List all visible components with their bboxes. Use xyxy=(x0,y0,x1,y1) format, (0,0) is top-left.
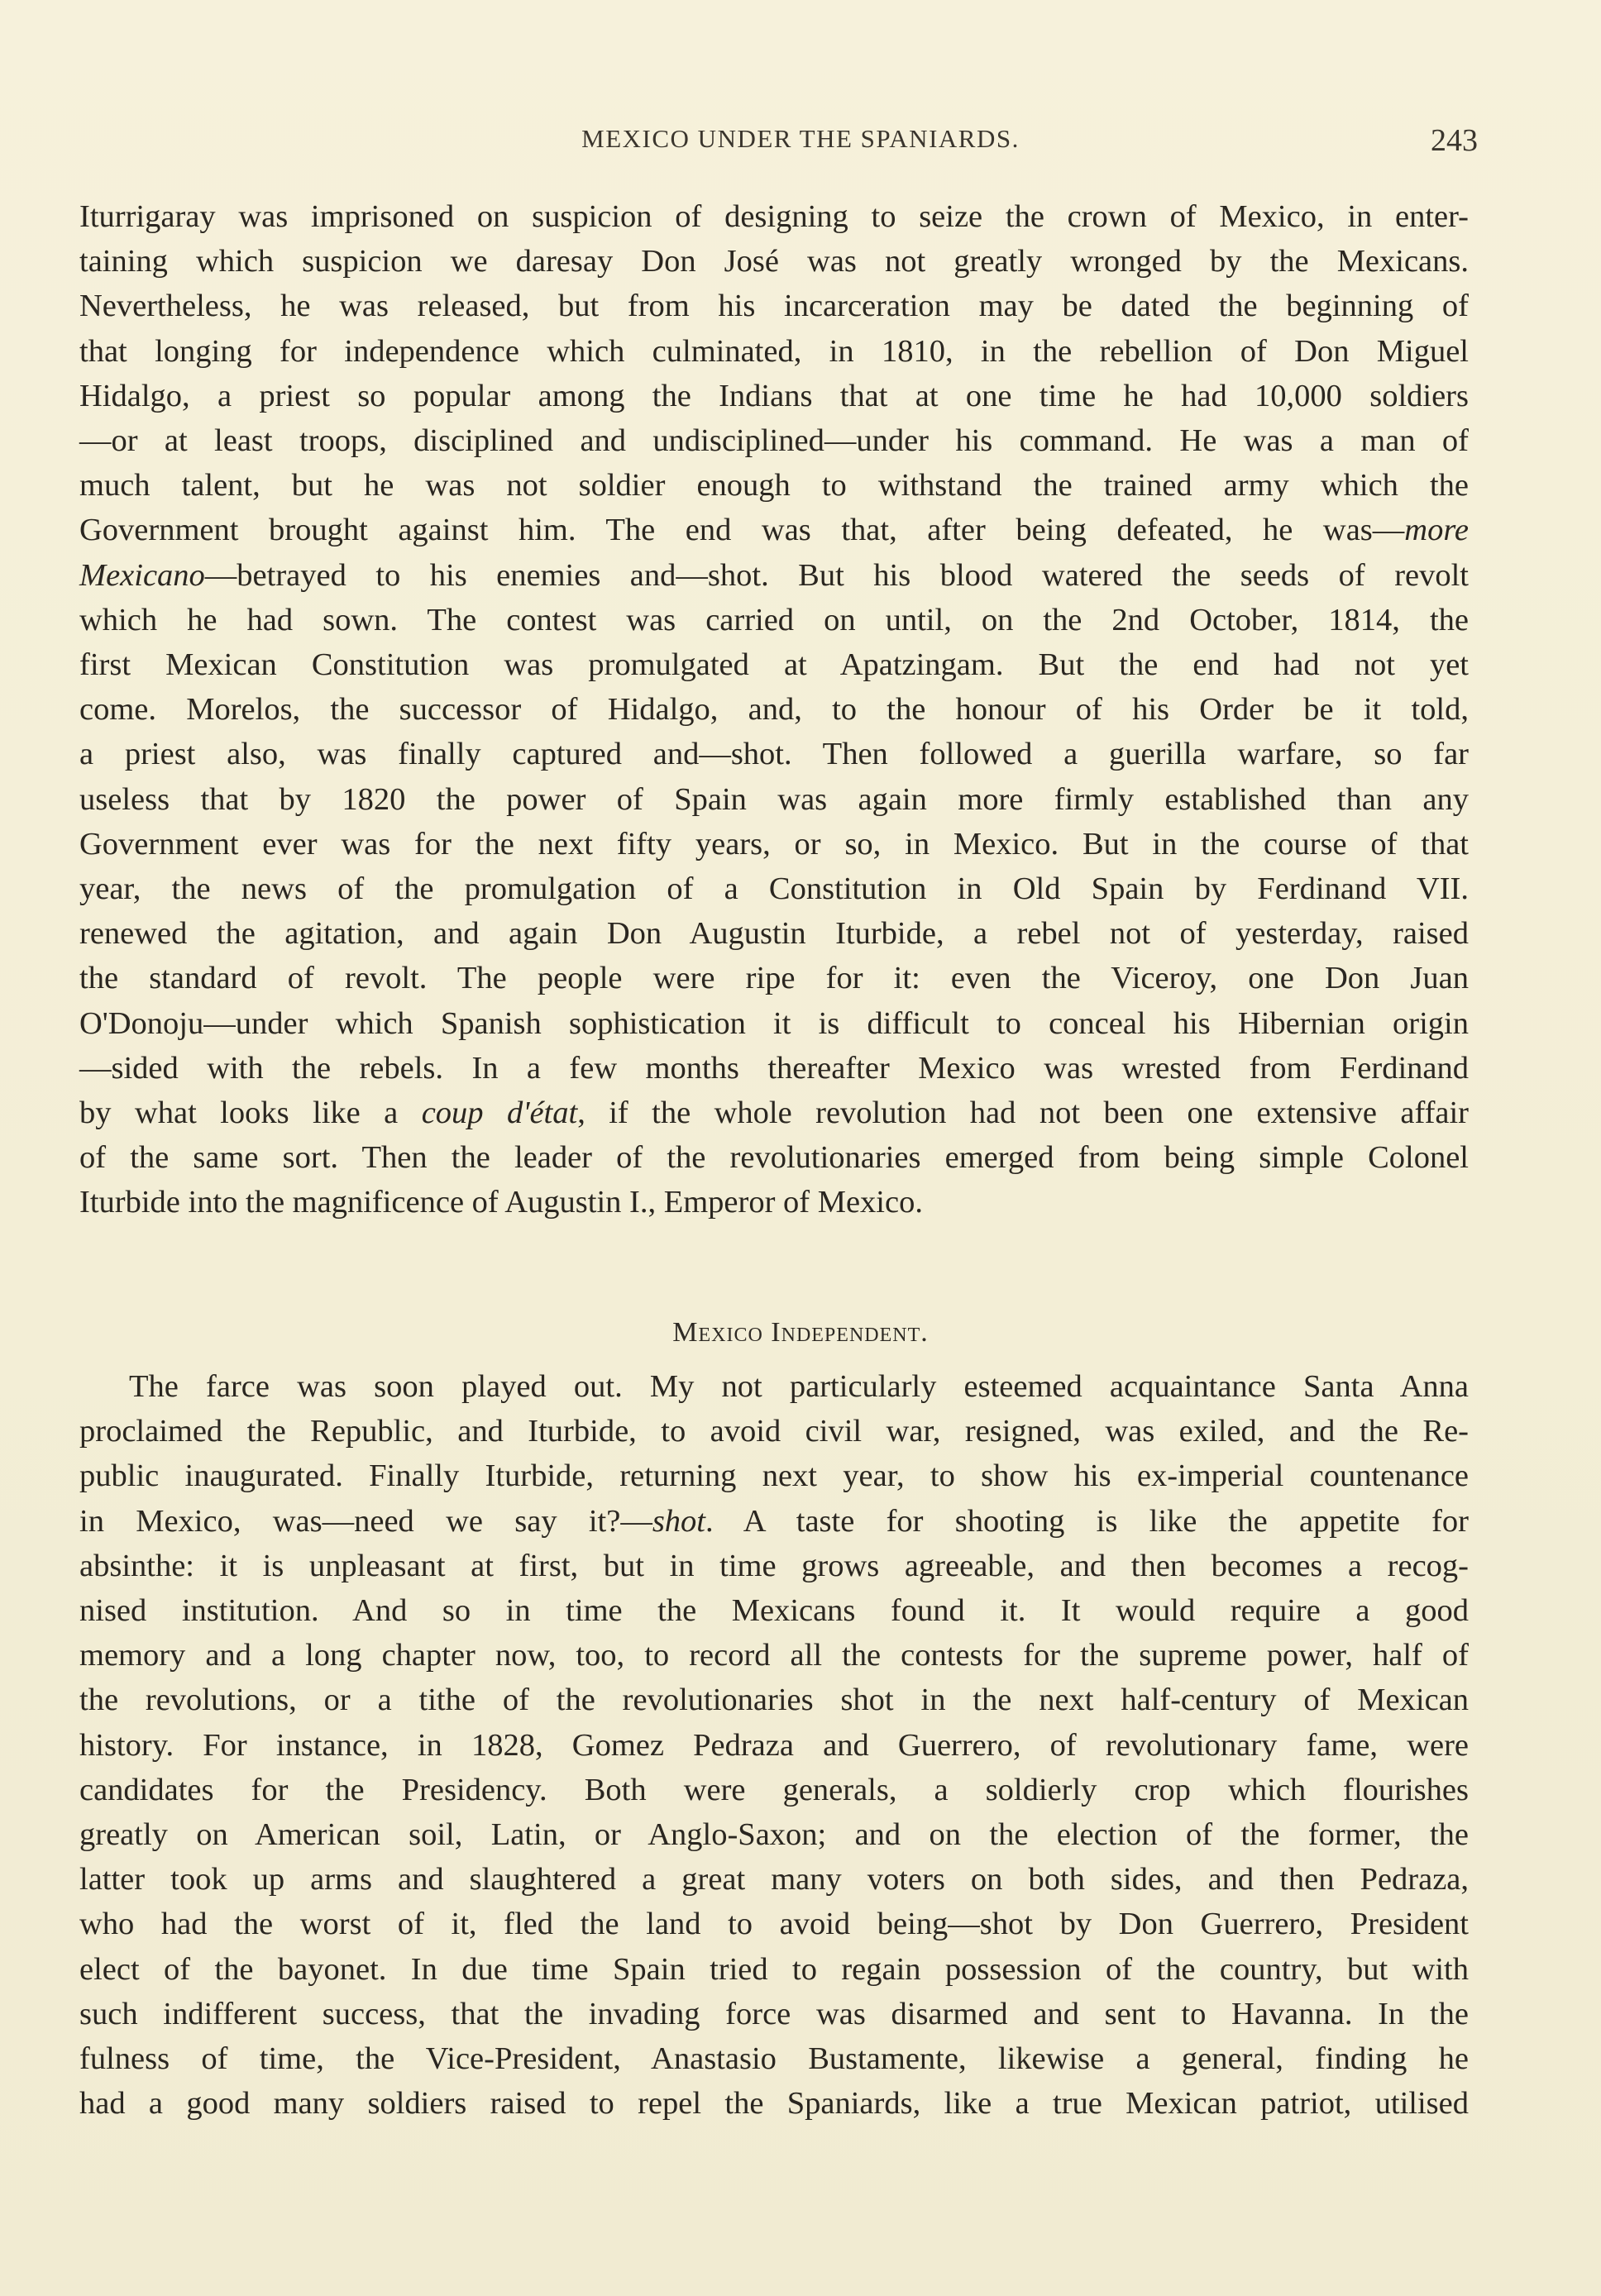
text-line: Iturrigaray was imprisoned on suspicion of designing to seize the crown of Mexico, in enter- xyxy=(79,199,1469,234)
text-line: memory and a long chapter now, too, to record all the contests for the supreme power, half of xyxy=(79,1638,1469,1673)
italic-coup-detat: coup d'état xyxy=(421,1095,578,1131)
text-line: greatly on American soil, Latin, or Anglo-Saxon; and on the election of the former, the xyxy=(79,1817,1469,1853)
text-line: renewed the agitation, and again Don Augustin Iturbide, a rebel not of yesterday, raised xyxy=(79,916,1469,952)
text-line: —sided with the rebels. In a few months thereafter Mexico was wrested from Ferdinand xyxy=(79,1050,1469,1086)
text-segment: Government brought against him. The end was that, after being defeated, he was— xyxy=(79,513,1405,548)
text-line xyxy=(79,508,1469,552)
text-line xyxy=(79,1499,1469,1544)
italic-more: more xyxy=(1404,513,1469,548)
italic-shot: shot xyxy=(652,1503,706,1539)
text-line: come. Morelos, the successor of Hidalgo, and, to the honour of his Order be it told, xyxy=(79,692,1469,728)
text-line: taining which suspicion we daresay Don José was not greatly wronged by the Mexicans. xyxy=(79,244,1469,279)
paragraph-1 xyxy=(79,194,1469,1225)
text-line: of the same sort. Then the leader of the revolutionaries emerged from being simple Colonel xyxy=(79,1140,1469,1176)
text-line: Nevertheless, he was released, but from his incarceration may be dated the beginning of xyxy=(79,289,1469,324)
text-line: such indifferent success, that the invading force was disarmed and sent to Havanna. In the xyxy=(79,1996,1469,2031)
text-line: the revolutions, or a tithe of the revolutionaries shot in the next half-century of Mexican xyxy=(79,1683,1469,1718)
text-line: useless that by 1820 the power of Spain was again more firmly established than any xyxy=(79,781,1469,817)
text-line: absinthe: it is unpleasant at first, but in time grows agreeable, and then becomes a recog- xyxy=(79,1548,1469,1583)
text-line: The farce was soon played out. My not particularly esteemed acquaintance Santa Anna xyxy=(129,1369,1469,1404)
section-heading: Mexico Independent. xyxy=(672,1317,929,1348)
paragraph-2 xyxy=(79,1364,1469,2126)
text-line: O'Donoju—under which Spanish sophistication it is difficult to conceal his Hibernian origin xyxy=(79,1005,1469,1041)
text-line: latter took up arms and slaughtered a great many voters on both sides, and then Pedraza, xyxy=(79,1862,1469,1897)
text-line: that longing for independence which culminated, in 1810, in the rebellion of Don Miguel xyxy=(79,333,1469,369)
text-segment: , if the whole revolution had not been one extensive affair xyxy=(577,1095,1469,1131)
text-line: public inaugurated. Finally Iturbide, returning next year, to show his ex-imperial countenance xyxy=(79,1458,1469,1494)
text-line: —or at least troops, disciplined and undisciplined—under his command. He was a man of xyxy=(79,423,1469,459)
text-line: the standard of revolt. The people were ripe for it: even the Viceroy, one Don Juan xyxy=(79,961,1469,996)
text-line: year, the news of the promulgation of a Constitution in Old Spain by Ferdinand VII. xyxy=(79,871,1469,907)
text-line: nised institution. And so in time the Mexicans found it. It would require a good xyxy=(79,1593,1469,1629)
italic-mexicano: Mexicano xyxy=(79,557,205,593)
text-line: fulness of time, the Vice-President, Anastasio Bustamente, likewise a general, finding he xyxy=(79,2041,1469,2077)
text-line: a priest also, was finally captured and—shot. Then followed a guerilla warfare, so far xyxy=(79,737,1469,772)
running-title: MEXICO UNDER THE SPANIARDS. xyxy=(581,124,1020,153)
text-line: elect of the bayonet. In due time Spain tried to regain possession of the country, but with xyxy=(79,1951,1469,1987)
text-line: had a good many soldiers raised to repel the Spaniards, like a true Mexican patriot, utilised xyxy=(79,2086,1469,2122)
page-number: 243 xyxy=(1431,123,1478,158)
text-line xyxy=(79,553,1469,598)
text-segment: . A taste for shooting is like the appetite for xyxy=(705,1503,1469,1539)
text-line: which he had sown. The contest was carried on until, on the 2nd October, 1814, the xyxy=(79,602,1469,637)
text-segment: in Mexico, was—need we say it?— xyxy=(79,1503,652,1539)
text-segment: by what looks like a xyxy=(79,1095,422,1131)
text-line: much talent, but he was not soldier enough to withstand the trained army which the xyxy=(79,468,1469,504)
text-line: who had the worst of it, fled the land to avoid being—shot by Don Guerrero, President xyxy=(79,1907,1469,1942)
text-line: candidates for the Presidency. Both were generals, a soldierly crop which flourishes xyxy=(79,1772,1469,1807)
text-line: Government ever was for the next fifty years, or so, in Mexico. But in the course of that xyxy=(79,826,1469,862)
text-line: first Mexican Constitution was promulgated at Apatzingam. But the end had not yet xyxy=(79,647,1469,683)
text-segment: —betrayed to his enemies and—shot. But his blood watered the seeds of revolt xyxy=(204,557,1469,593)
text-line: history. For instance, in 1828, Gomez Pedraza and Guerrero, of revolutionary fame, were xyxy=(79,1727,1469,1763)
text-line xyxy=(79,1091,1469,1135)
text-line: Iturbide into the magnificence of Augustin I., Emperor of Mexico. xyxy=(79,1185,923,1220)
text-line: proclaimed the Republic, and Iturbide, to avoid civil war, resigned, was exiled, and the Re- xyxy=(79,1414,1469,1449)
text-line: Hidalgo, a priest so popular among the Indians that at one time he had 10,000 soldiers xyxy=(79,378,1469,413)
